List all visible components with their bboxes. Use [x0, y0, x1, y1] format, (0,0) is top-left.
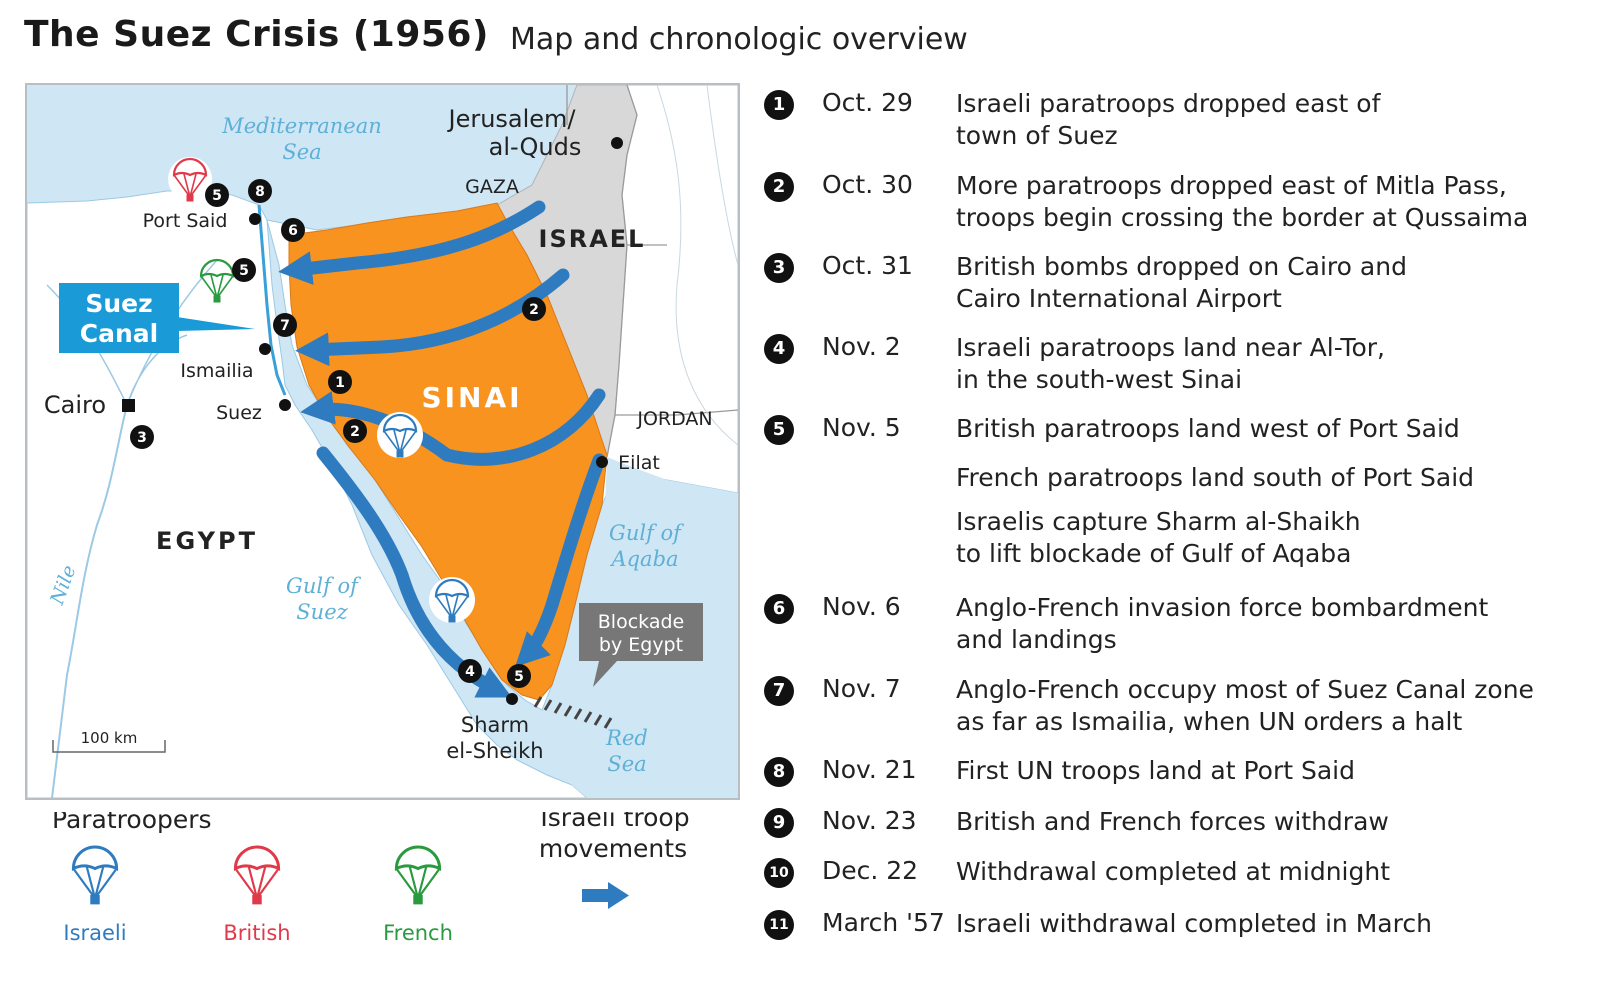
israel-label: ISRAEL — [538, 225, 646, 253]
event-description-line: troops begin crossing the border at Qussaima — [956, 203, 1529, 232]
event-description — [956, 674, 1596, 738]
event-description-line: Israeli paratroops land near Al-Tor, — [956, 333, 1385, 362]
event-description — [956, 170, 1596, 234]
legend-troop-label-2: movements — [538, 834, 688, 863]
event-description — [956, 462, 1596, 494]
nile-label: Nile — [46, 562, 81, 608]
blockade-label-2: by Egypt — [598, 634, 684, 656]
event-description — [956, 856, 1596, 888]
marker-5-sharm — [507, 664, 531, 688]
svg-text:2: 2 — [350, 424, 360, 440]
event-number-badge: 6 — [764, 594, 794, 624]
red-sea-label-1: Red — [606, 726, 648, 750]
event-description — [956, 332, 1596, 396]
scale-label: 100 km — [80, 729, 138, 747]
legend-israeli-label: Israeli — [63, 921, 127, 945]
ismailia-label: Ismailia — [180, 360, 254, 382]
event-description-line: Withdrawal completed at midnight — [956, 857, 1391, 886]
event-description — [956, 806, 1596, 838]
event-description-line: Israelis capture Sharm al-Shaikh — [956, 507, 1361, 536]
port-said-label: Port Said — [142, 210, 228, 232]
legend-troop-arrow-icon — [582, 882, 629, 909]
event-description-line: Israeli paratroops dropped east of — [956, 89, 1381, 118]
event-number-badge: 10 — [764, 858, 794, 888]
marker-6 — [281, 218, 305, 242]
event-number-badge: 3 — [764, 253, 794, 283]
israeli-chute-marker-tor — [429, 577, 475, 623]
event-description-line: as far as Ismailia, when UN orders a halt — [956, 707, 1463, 736]
jerusalem-label-1: Jerusalem/ — [448, 105, 576, 133]
event-description — [956, 251, 1596, 315]
suez-canal-label-1: Suez — [85, 289, 153, 318]
event-description-line: Anglo-French occupy most of Suez Canal zone — [956, 675, 1534, 704]
event-description-line: town of Suez — [956, 121, 1118, 150]
sharm-label-1: Sharm — [460, 713, 530, 737]
svg-text:2: 2 — [529, 302, 539, 318]
eilat-label: Eilat — [618, 452, 660, 474]
event-description-line: Anglo-French invasion force bombardment — [956, 593, 1489, 622]
event-description — [956, 755, 1596, 787]
gulf-of-suez-label-1: Gulf of — [286, 574, 358, 598]
marker-5-port-said — [205, 183, 229, 207]
svg-text:7: 7 — [280, 318, 290, 334]
event-description — [956, 506, 1596, 570]
jordan-label: JORDAN — [637, 408, 713, 430]
suez-label: Suez — [216, 402, 262, 424]
event-date: Nov. 23 — [822, 806, 917, 835]
event-number-badge: 5 — [764, 415, 794, 445]
event-date: Nov. 6 — [822, 592, 901, 621]
event-description — [956, 908, 1596, 940]
svg-text:5: 5 — [212, 188, 222, 204]
event-date: Nov. 5 — [822, 413, 901, 442]
legend-british-label: British — [223, 921, 291, 945]
svg-text:5: 5 — [514, 669, 524, 685]
marker-8 — [248, 179, 272, 203]
legend-troop-label-1: Israeli troop — [540, 812, 690, 832]
event-date: March '57 — [822, 908, 945, 937]
event-description-line: First UN troops land at Port Said — [956, 756, 1355, 785]
cairo-label: Cairo — [43, 391, 107, 419]
suez-crisis-map — [25, 83, 740, 800]
legend-french-chute-icon — [396, 847, 439, 904]
event-date: Nov. 2 — [822, 332, 901, 361]
event-date: Oct. 31 — [822, 251, 913, 280]
event-number-badge: 2 — [764, 172, 794, 202]
svg-text:5: 5 — [239, 263, 249, 279]
egypt-label: EGYPT — [156, 527, 258, 555]
event-number-badge: 8 — [764, 757, 794, 787]
sharm-label-2: el-Sheikh — [446, 739, 544, 763]
gulf-of-aqaba-label-2: Aqaba — [611, 547, 679, 571]
svg-text:4: 4 — [465, 664, 475, 680]
event-description-line: French paratroops land south of Port Said — [956, 463, 1475, 492]
event-number-badge: 1 — [764, 90, 794, 120]
legend-israeli-chute-icon — [73, 847, 116, 904]
svg-text:8: 8 — [255, 184, 265, 200]
event-description-line: in the south-west Sinai — [956, 365, 1243, 394]
page-title: The Suez Crisis (1956) — [24, 14, 489, 55]
event-description-line: Israeli withdrawal completed in March — [956, 909, 1432, 938]
event-description-line: British paratroops land west of Port Said — [956, 414, 1460, 443]
svg-text:1: 1 — [335, 375, 345, 391]
marker-4 — [458, 659, 482, 683]
legend — [25, 812, 745, 990]
page-subtitle: Map and chronologic overview — [510, 22, 968, 57]
event-number-badge: 11 — [764, 910, 794, 940]
gulf-of-suez-label-2: Suez — [296, 600, 348, 624]
mediterranean-label-1: Mediterranean — [222, 114, 382, 138]
gulf-of-aqaba-label-1: Gulf of — [609, 521, 681, 545]
event-description — [956, 413, 1596, 445]
event-number-badge: 4 — [764, 334, 794, 364]
marker-7 — [273, 313, 297, 337]
marker-1 — [328, 370, 352, 394]
event-description — [956, 592, 1596, 656]
event-description-line: More paratroops dropped east of Mitla Pass, — [956, 171, 1507, 200]
jerusalem-label-2: al-Quds — [488, 133, 582, 161]
legend-paratroopers-label: Paratroopers — [52, 812, 212, 834]
mediterranean-label-2: Sea — [282, 140, 322, 164]
event-date: Nov. 7 — [822, 674, 901, 703]
event-description-line: to lift blockade of Gulf of Aqaba — [956, 539, 1352, 568]
red-sea-label-2: Sea — [607, 752, 647, 776]
event-description-line: and landings — [956, 625, 1117, 654]
event-date: Oct. 29 — [822, 88, 913, 117]
marker-3 — [130, 425, 154, 449]
event-date: Oct. 30 — [822, 170, 913, 199]
marker-2-qussaima — [522, 297, 546, 321]
marker-2-mitla — [343, 419, 367, 443]
suez-canal-label-2: Canal — [79, 319, 159, 348]
event-description-line: British bombs dropped on Cairo and — [956, 252, 1407, 281]
event-description-line: Cairo International Airport — [956, 284, 1282, 313]
svg-text:3: 3 — [137, 430, 147, 446]
svg-text:6: 6 — [288, 223, 298, 239]
event-number-badge: 7 — [764, 676, 794, 706]
event-description-line: British and French forces withdraw — [956, 807, 1389, 836]
blockade-label-1: Blockade — [597, 611, 685, 633]
event-number-badge: 9 — [764, 808, 794, 838]
gaza-label: GAZA — [465, 176, 519, 198]
israeli-chute-marker-mitla — [377, 412, 423, 458]
event-description — [956, 88, 1596, 152]
event-date: Nov. 21 — [822, 755, 917, 784]
legend-british-chute-icon — [235, 847, 278, 904]
marker-5-south-port-said — [232, 258, 256, 282]
legend-french-label: French — [383, 921, 453, 945]
event-date: Dec. 22 — [822, 856, 919, 885]
sinai-label: SINAI — [421, 381, 523, 414]
